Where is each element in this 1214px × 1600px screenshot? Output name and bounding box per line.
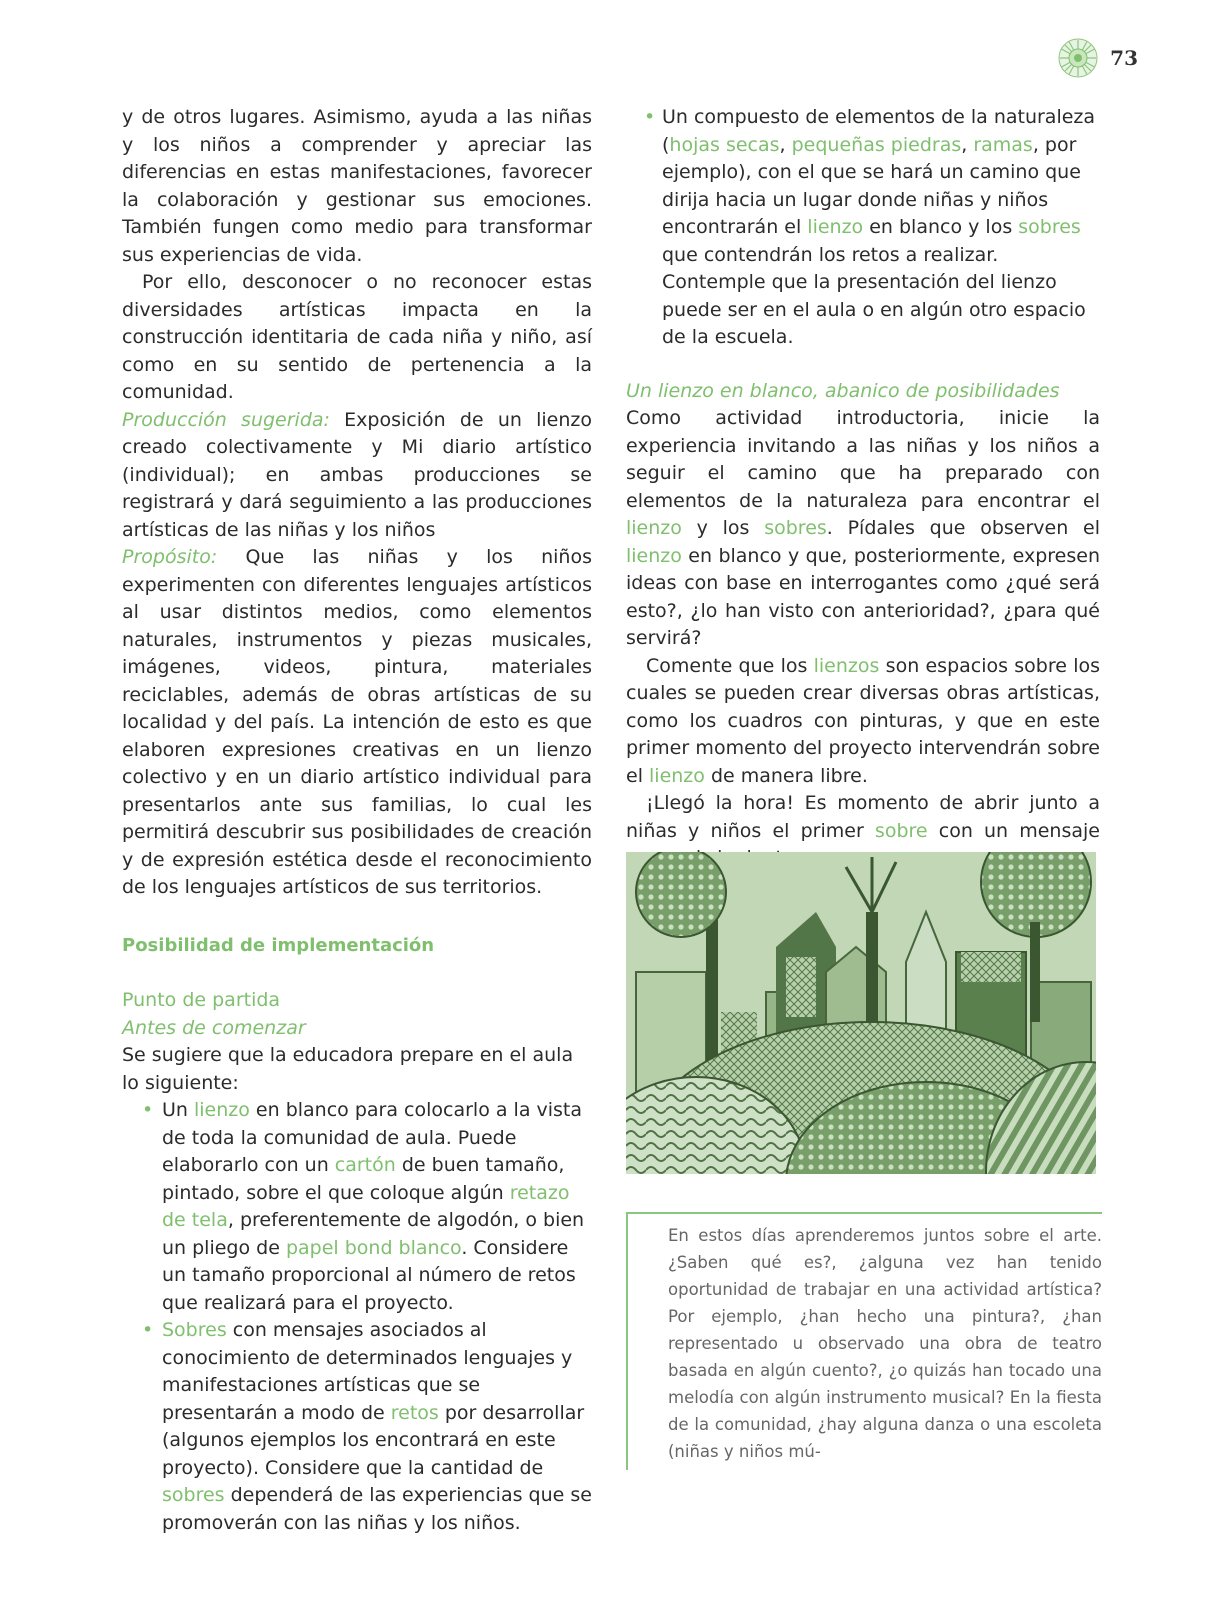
suggested-production [122, 407, 592, 545]
subtitle: Antes de comenzar [122, 1016, 306, 1039]
page-header [1058, 38, 1138, 78]
text: Que las niñas y los niños experimenten con diferentes lenguajes artísticos al usar distintos medios, como elementos naturales, instrumentos y piezas musicales, imágenes, videos, pintura, materiales reciclables, además de obras artísticas de su localidad y del país. La intención de esto es que elaboren expresiones creativas en un lienzo colectivo y en un diario artístico individual para presentarlos ante sus familias, lo cual les permitirá descubrir sus posibilidades de creación y de expresión estética desde el reconocimiento de los lenguajes artísticos de sus territorios. [122, 546, 592, 898]
message-box [626, 1212, 1102, 1470]
painting-image [626, 852, 1096, 1174]
text: Exposición de un lienzo creado colectivamente y Mi diario artístico (individual); en ambas producciones se registrará y dará seguimiento a las producciones artísticas de las niñas y los niños [122, 408, 592, 541]
children-painting-illustration [626, 852, 1096, 1174]
purpose [122, 544, 592, 902]
section-title: Posibilidad de implementación [122, 934, 435, 956]
right-column [626, 104, 1100, 873]
label: Propósito: [122, 546, 218, 568]
label: Producción sugerida: [122, 408, 330, 431]
list-item: • Un compuesto de elementos de la naturaleza (hojas secas, pequeñas piedras, ramas, por ejemplo), con el que se hará un camino que dirija hacia un lugar donde niñas y niños encontrarán el lienzo en blanco y los sobres que contendrán los retos a realizar. Contemple que la presentación del lienzo puede ser en el aula o en algún otro espacio de la escuela. [662, 104, 1100, 352]
paragraph: Se sugiere que la educadora prepare en el aula lo siguiente: [122, 1044, 574, 1094]
subtitle: Punto de partida [122, 989, 281, 1011]
paragraph: Por ello, desconocer o no reconocer estas diversidades artísticas impacta en la construcción identitaria de cada niña y niño, así como en su sentido de pertenencia a la comunidad. [122, 271, 592, 403]
paragraph: y de otros lugares. Asimismo, ayuda a las niñas y los niños a comprender y apreciar las diferencias en estas manifestaciones, favorecer la colaboración y gestionar sus emociones. También fungen como medio para transformar sus experiencias de vida. [122, 106, 592, 266]
materials-list-continued [626, 104, 1100, 352]
paragraph: Comente que los lienzos son espacios sobre los cuales se pueden crear diversas obras artísticas, como los cuadros con pinturas, y que en este primer momento del proyecto intervendrán sobre el lienzo de manera libre. [626, 654, 1101, 787]
materials-list [122, 1097, 592, 1537]
circular-emblem-icon [1058, 38, 1098, 78]
list-item: • Sobres con mensajes asociados al conocimiento de determinados lenguajes y manifestaciones artísticas que se presentarán a modo de retos por desarrollar (algunos ejemplos los encontrará en este proyecto). Considere que la cantidad de sobres dependerá de las experiencias que se promoverán con las niñas y los niños. [162, 1317, 592, 1537]
message-text: En estos días aprenderemos juntos sobre el arte. ¿Saben qué es?, ¿alguna vez han tenido oportunidad de trabajar en una actividad artística? Por ejemplo, ¿han hecho una pintura?, ¿han representado u observado una obra de teatro basada en algún cuento?, ¿o quizás han tocado una melodía con algún instrumento musical? En la fiesta de la comunidad, ¿hay alguna danza o una escoleta (niñas y niños mú- [668, 1226, 1102, 1461]
list-item: • Un lienzo en blanco para colocarlo a la vista de toda la comunidad de aula. Puede elaborarlo con un cartón de buen tamaño, pintado, sobre el que coloque algún retazo de tela, preferentemente de algodón, o bien un pliego de papel bond blanco. Considere un tamaño proporcional al número de retos que realizará para el proyecto. [162, 1097, 592, 1317]
page-number: 73 [1110, 46, 1138, 70]
paragraph: Como actividad introductoria, inicie la experiencia invitando a las niñas y los niños a seguir el camino que ha preparado con elementos de la naturaleza para encontrar el lienzo y los sobres. Pídales que observen el lienzo en blanco y que, posteriormente, expresen ideas con base en interrogantes como ¿qué será esto?, ¿lo han visto con anterioridad?, ¿para qué servirá? [626, 407, 1100, 649]
paragraph: ¡Llegó la hora! Es momento de abrir junto a niñas y niños el primer sobre con un mensaje [626, 792, 1100, 842]
subtitle: Un lienzo en blanco, abanico de posibilidades [626, 379, 1060, 402]
left-column [122, 104, 592, 1537]
